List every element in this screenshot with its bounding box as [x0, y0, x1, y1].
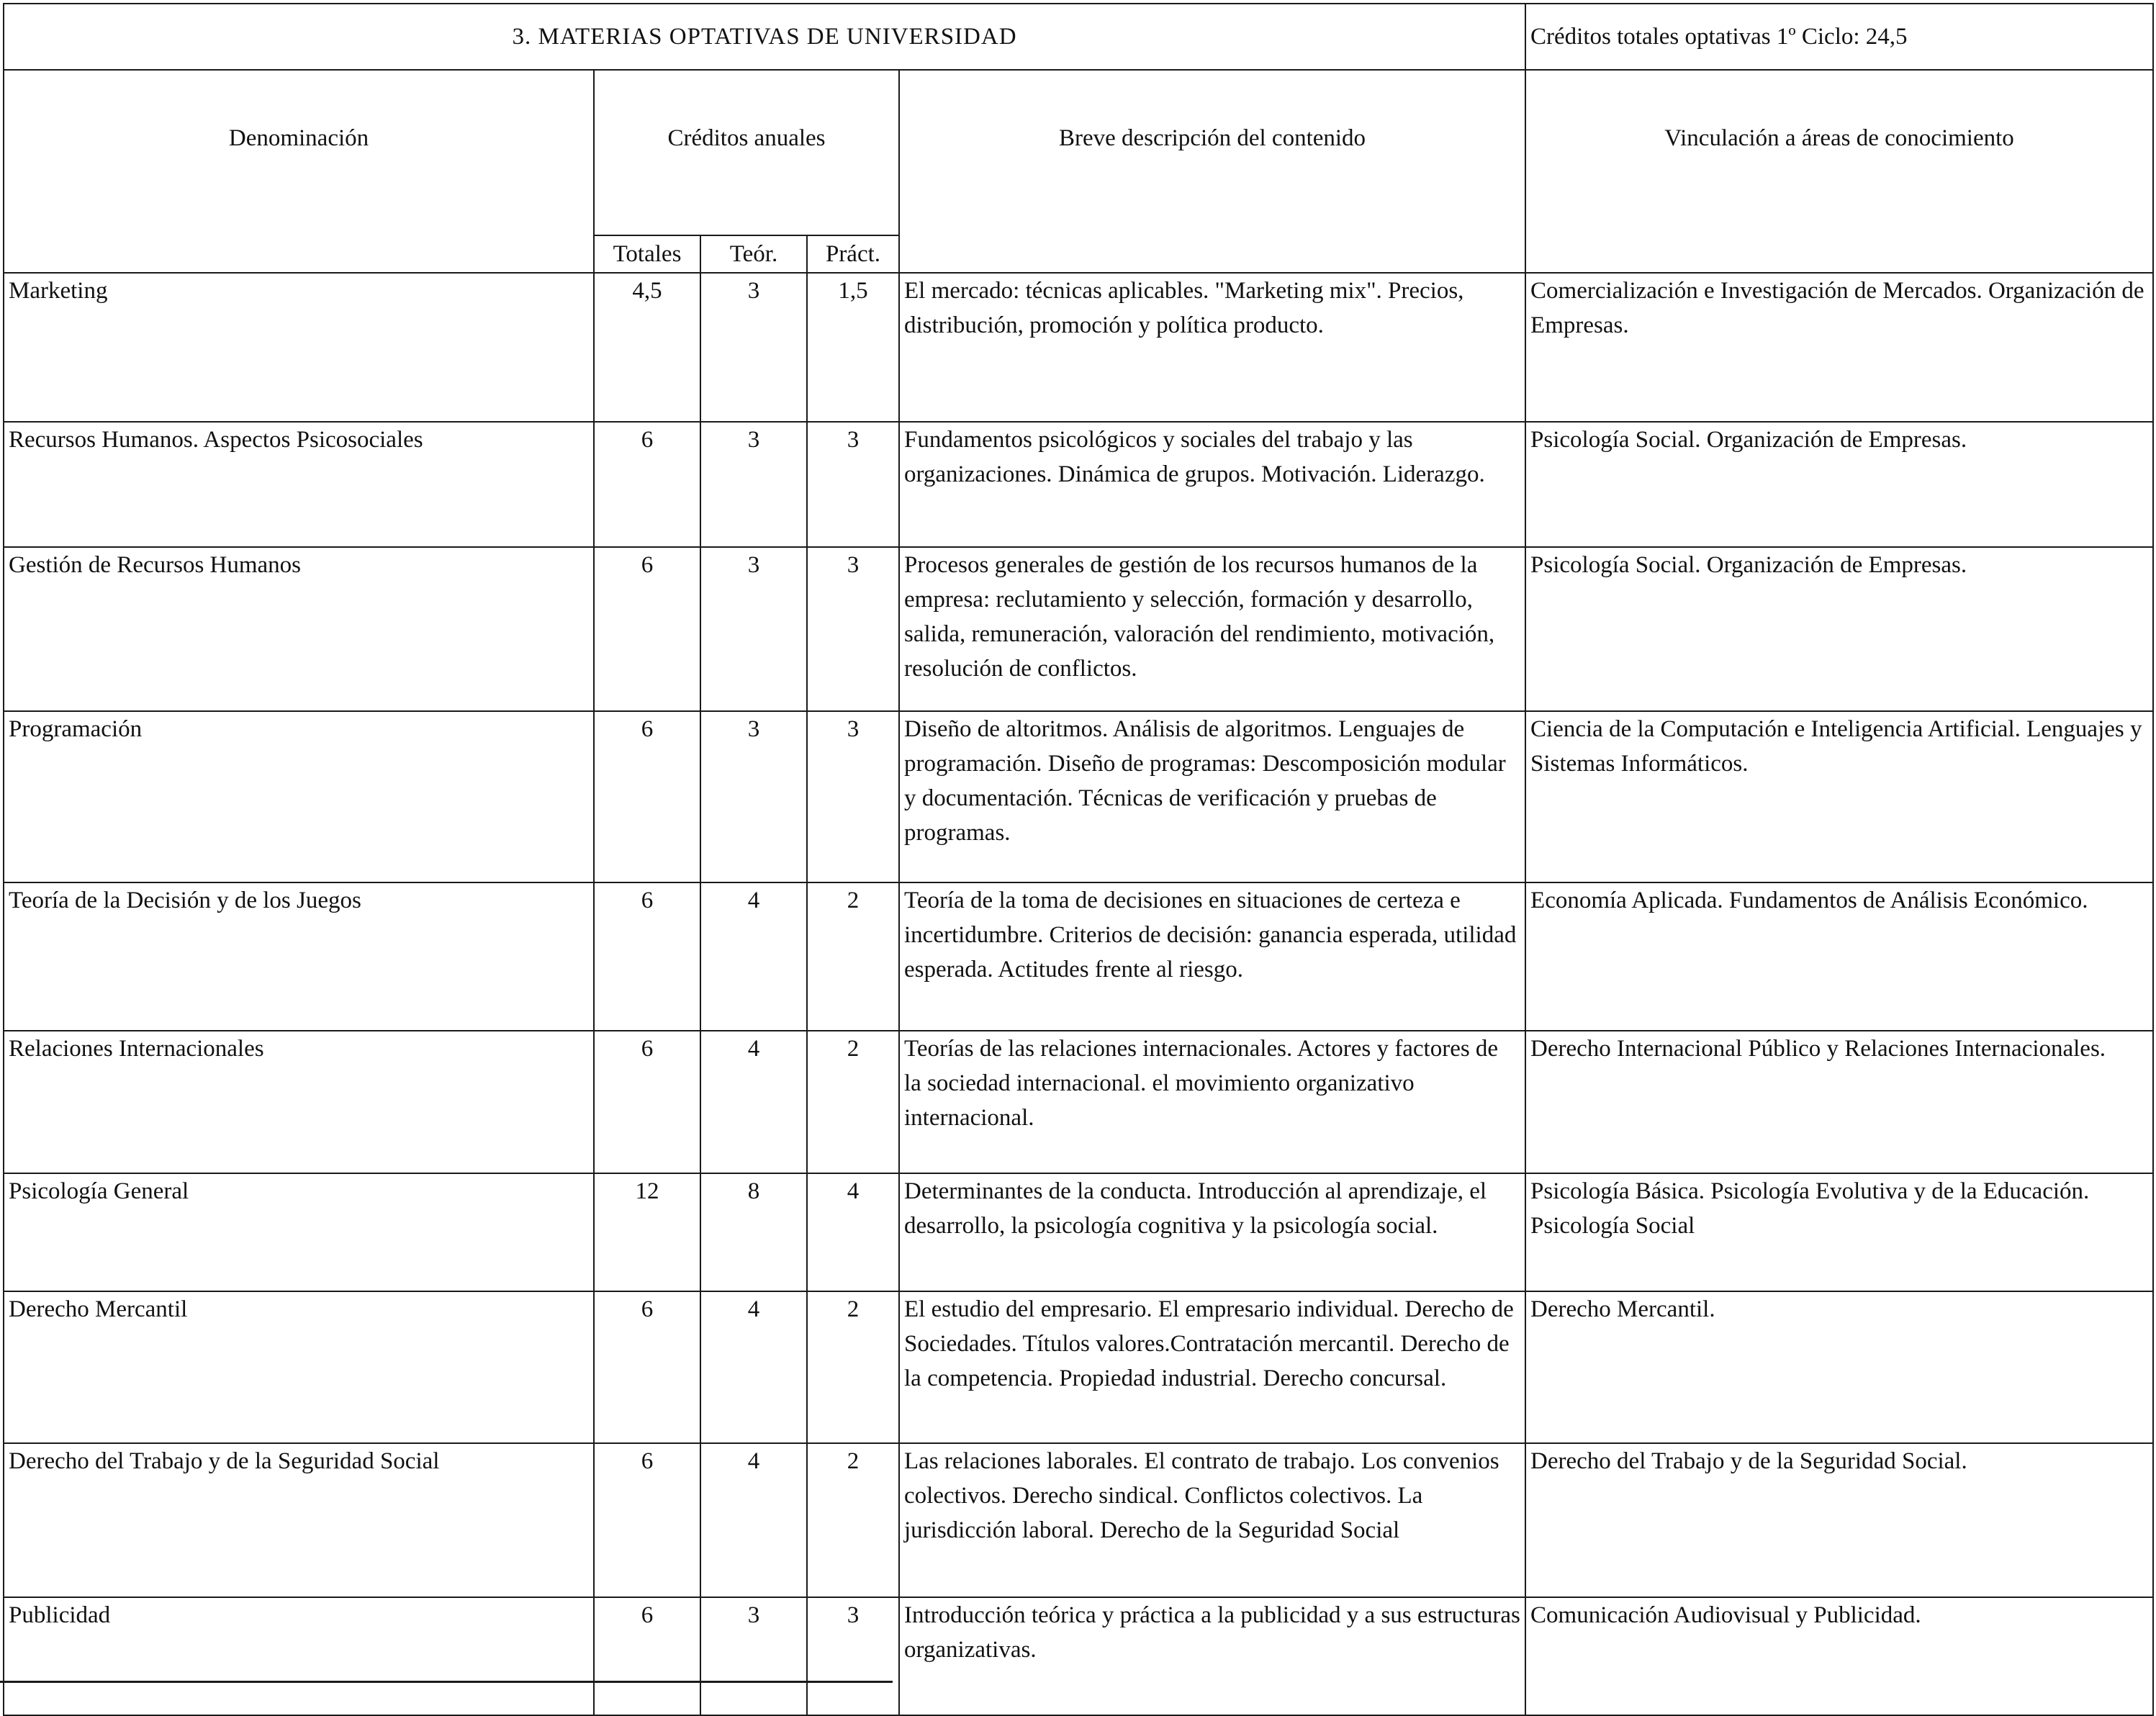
optativas-table [3, 3, 2154, 1716]
denominacion-cell: Marketing [4, 273, 594, 422]
header-denominacion: Denominación [4, 70, 594, 273]
totales-cell: 6 [594, 547, 700, 711]
totales-cell: 4,5 [594, 273, 700, 422]
header-pract: Práct. [807, 235, 899, 273]
teor-cell: 4 [700, 882, 807, 1031]
pract-cell: 3 [807, 547, 899, 711]
vinculacion-cell: Ciencia de la Computación e Inteligencia Artificial. Lenguajes y Sistemas Informáticos. [1525, 711, 2153, 882]
pract-cell: 2 [807, 1443, 899, 1597]
teor-cell: 3 [700, 273, 807, 422]
vinculacion-cell: Derecho del Trabajo y de la Seguridad Social. [1525, 1443, 2153, 1597]
pract-cell: 3 [807, 1597, 899, 1715]
header-row [4, 70, 2153, 235]
header-creditos-anuales: Créditos anuales [594, 70, 899, 235]
total-credits: Créditos totales optativas 1º Ciclo: 24,5 [1525, 4, 2153, 70]
table-row [4, 882, 2153, 1031]
descripcion-cell: Procesos generales de gestión de los recursos humanos de la empresa: reclutamiento y selección, formación y desarrollo, salida, remuneración, valoración del rendimiento, motivación, resolución de conflictos. [899, 547, 1525, 711]
pract-cell: 2 [807, 1031, 899, 1173]
header-vinculacion: Vinculación a áreas de conocimiento [1525, 70, 2153, 273]
pract-cell: 4 [807, 1173, 899, 1291]
vinculacion-cell: Comercialización e Investigación de Mercados. Organización de Empresas. [1525, 273, 2153, 422]
descripcion-cell: El mercado: técnicas aplicables. "Marketing mix". Precios, distribución, promoción y política producto. [899, 273, 1525, 422]
table-row [4, 1291, 2153, 1443]
vinculacion-cell: Economía Aplicada. Fundamentos de Análisis Económico. [1525, 882, 2153, 1031]
denominacion-cell: Psicología General [4, 1173, 594, 1291]
teor-cell: 8 [700, 1173, 807, 1291]
teor-cell: 3 [700, 422, 807, 547]
descripcion-cell: El estudio del empresario. El empresario individual. Derecho de Sociedades. Títulos valores.Contratación mercantil. Derecho de la competencia. Propiedad industrial. Derecho concursal. [899, 1291, 1525, 1443]
denominacion-cell: Teoría de la Decisión y de los Juegos [4, 882, 594, 1031]
header-teor: Teór. [700, 235, 807, 273]
totales-cell: 6 [594, 1443, 700, 1597]
section-title: 3. MATERIAS OPTATIVAS DE UNIVERSIDAD [4, 4, 1525, 70]
vinculacion-cell: Psicología Social. Organización de Empresas. [1525, 547, 2153, 711]
denominacion-cell: Derecho del Trabajo y de la Seguridad Social [4, 1443, 594, 1597]
title-row [4, 4, 2153, 70]
totales-cell: 6 [594, 1291, 700, 1443]
table-row [4, 1597, 2153, 1715]
table-row [4, 1443, 2153, 1597]
teor-cell: 4 [700, 1291, 807, 1443]
teor-cell: 4 [700, 1031, 807, 1173]
descripcion-cell: Teorías de las relaciones internacionales. Actores y factores de la sociedad internacional. el movimiento organizativo internacional. [899, 1031, 1525, 1173]
teor-cell: 4 [700, 1443, 807, 1597]
table-row [4, 547, 2153, 711]
denominacion-cell: Publicidad [4, 1597, 594, 1715]
header-totales: Totales [594, 235, 700, 273]
totales-cell: 6 [594, 1031, 700, 1173]
table-row [4, 1031, 2153, 1173]
vinculacion-cell: Derecho Mercantil. [1525, 1291, 2153, 1443]
vinculacion-cell: Psicología Básica. Psicología Evolutiva y de la Educación. Psicología Social [1525, 1173, 2153, 1291]
table-row [4, 422, 2153, 547]
pract-cell: 2 [807, 1291, 899, 1443]
descripcion-cell: Teoría de la toma de decisiones en situaciones de certeza e incertidumbre. Criterios de decisión: ganancia esperada, utilidad esperada. Actitudes frente al riesgo. [899, 882, 1525, 1031]
descripcion-cell: Las relaciones laborales. El contrato de trabajo. Los convenios colectivos. Derecho sindical. Conflictos colectivos. La jurisdicción laboral. Derecho de la Seguridad Social [899, 1443, 1525, 1597]
denominacion-cell: Programación [4, 711, 594, 882]
pract-cell: 2 [807, 882, 899, 1031]
totales-cell: 6 [594, 422, 700, 547]
pract-cell: 1,5 [807, 273, 899, 422]
denominacion-cell: Recursos Humanos. Aspectos Psicosociales [4, 422, 594, 547]
pract-cell: 3 [807, 711, 899, 882]
descripcion-cell: Diseño de altoritmos. Análisis de algoritmos. Lenguajes de programación. Diseño de programas: Descomposición modular y documentación. Técnicas de verificación y pruebas de programas. [899, 711, 1525, 882]
denominacion-cell: Relaciones Internacionales [4, 1031, 594, 1173]
table-row [4, 711, 2153, 882]
vinculacion-cell: Psicología Social. Organización de Empresas. [1525, 422, 2153, 547]
teor-cell: 3 [700, 1597, 807, 1715]
totales-cell: 6 [594, 711, 700, 882]
vinculacion-cell: Derecho Internacional Público y Relaciones Internacionales. [1525, 1031, 2153, 1173]
totales-cell: 12 [594, 1173, 700, 1291]
bottom-rule [0, 1681, 893, 1683]
header-descripcion: Breve descripción del contenido [899, 70, 1525, 273]
teor-cell: 3 [700, 547, 807, 711]
denominacion-cell: Derecho Mercantil [4, 1291, 594, 1443]
totales-cell: 6 [594, 882, 700, 1031]
teor-cell: 3 [700, 711, 807, 882]
vinculacion-cell: Comunicación Audiovisual y Publicidad. [1525, 1597, 2153, 1715]
denominacion-cell: Gestión de Recursos Humanos [4, 547, 594, 711]
totales-cell: 6 [594, 1597, 700, 1715]
descripcion-cell: Determinantes de la conducta. Introducción al aprendizaje, el desarrollo, la psicología cognitiva y la psicología social. [899, 1173, 1525, 1291]
descripcion-cell: Fundamentos psicológicos y sociales del trabajo y las organizaciones. Dinámica de grupos. Motivación. Liderazgo. [899, 422, 1525, 547]
table-row [4, 273, 2153, 422]
pract-cell: 3 [807, 422, 899, 547]
table-row [4, 1173, 2153, 1291]
descripcion-cell: Introducción teórica y práctica a la publicidad y a sus estructuras organizativas. [899, 1597, 1525, 1715]
